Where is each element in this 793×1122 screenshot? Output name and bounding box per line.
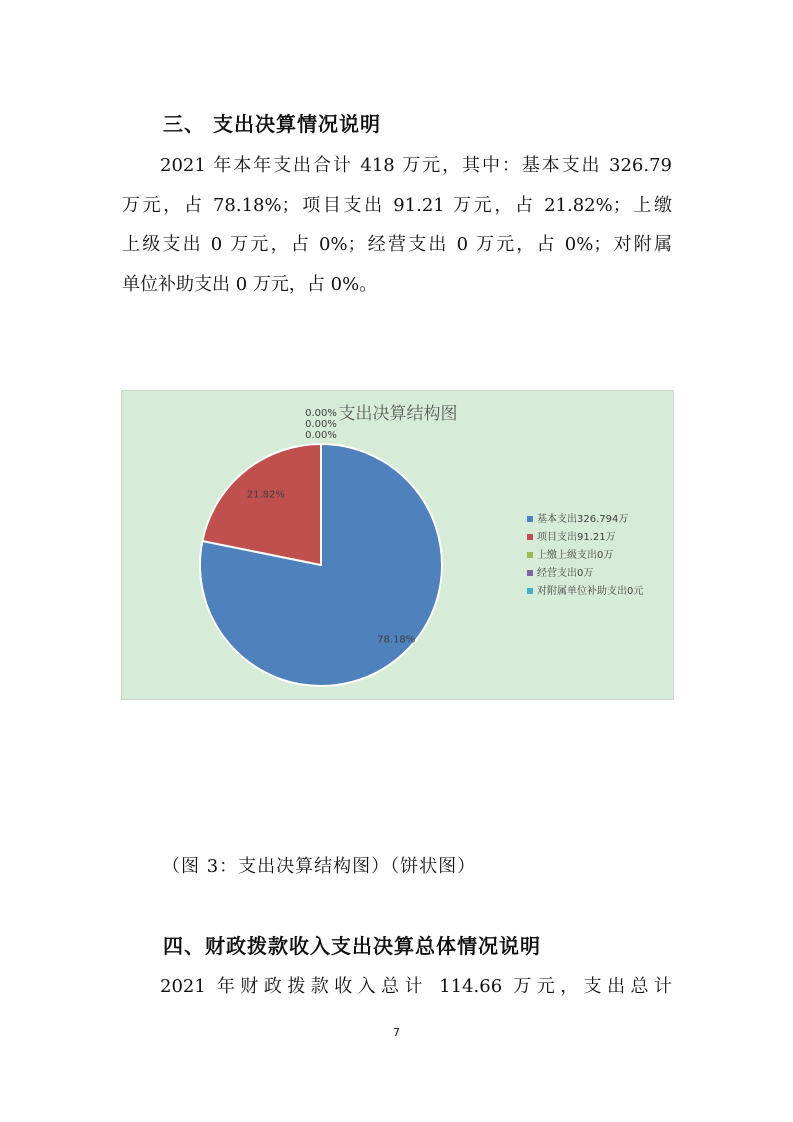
section3-heading: 三、 支出决算情况说明: [163, 112, 381, 136]
pie-chart-svg: [122, 391, 675, 701]
section3-paragraph-line-1: 2021 年本年支出合计 418 万元，其中：基本支出 326.79: [160, 155, 672, 176]
pie-data-label-4: 0.00%: [305, 430, 337, 441]
chart-legend: [527, 512, 643, 597]
section4-paragraph-line-1: 2021 年财政拨款收入总计 114.66 万元，支出总计: [160, 976, 672, 997]
pie-data-label-3: 0.00%: [305, 419, 337, 430]
pie-data-label-1: 21.82%: [246, 489, 285, 501]
legend-swatch-1: [527, 534, 533, 540]
legend-swatch-2: [527, 552, 533, 558]
pie-slices: [200, 444, 442, 686]
pie-data-label-2: 0.00%: [305, 408, 337, 419]
legend-swatch-4: [527, 588, 533, 594]
legend-swatch-0: [527, 516, 533, 522]
legend-entry-2: 上缴上级支出0万: [537, 550, 614, 561]
legend-entry-4: 对附属单位补助支出0元: [537, 586, 644, 597]
section3-paragraph-line-2: 万元，占 78.18%；项目支出 91.21 万元，占 21.82%；上缴: [122, 195, 672, 216]
legend-swatch-3: [527, 570, 533, 576]
section3-paragraph-line-3: 上级支出 0 万元，占 0%；经营支出 0 万元，占 0%；对附属: [122, 234, 672, 255]
section4-heading: 四、财政拨款收入支出决算总体情况说明: [163, 934, 541, 958]
section3-paragraph-line-4: 单位补助支出 0 万元，占 0%。: [122, 274, 378, 295]
chart-title: 支出决算结构图: [338, 404, 458, 424]
legend-entry-0: 基本支出326.794万: [537, 514, 629, 525]
figure-caption: （图 3：支出决算结构图）（饼状图）: [162, 856, 477, 877]
legend-entry-3: 经营支出0万: [537, 568, 594, 579]
page-number: 7: [393, 1026, 400, 1039]
legend-entry-1: 项目支出91.21万: [537, 532, 616, 543]
expenditure-pie-chart: [121, 390, 674, 700]
pie-data-label-0: 78.18%: [377, 634, 416, 646]
